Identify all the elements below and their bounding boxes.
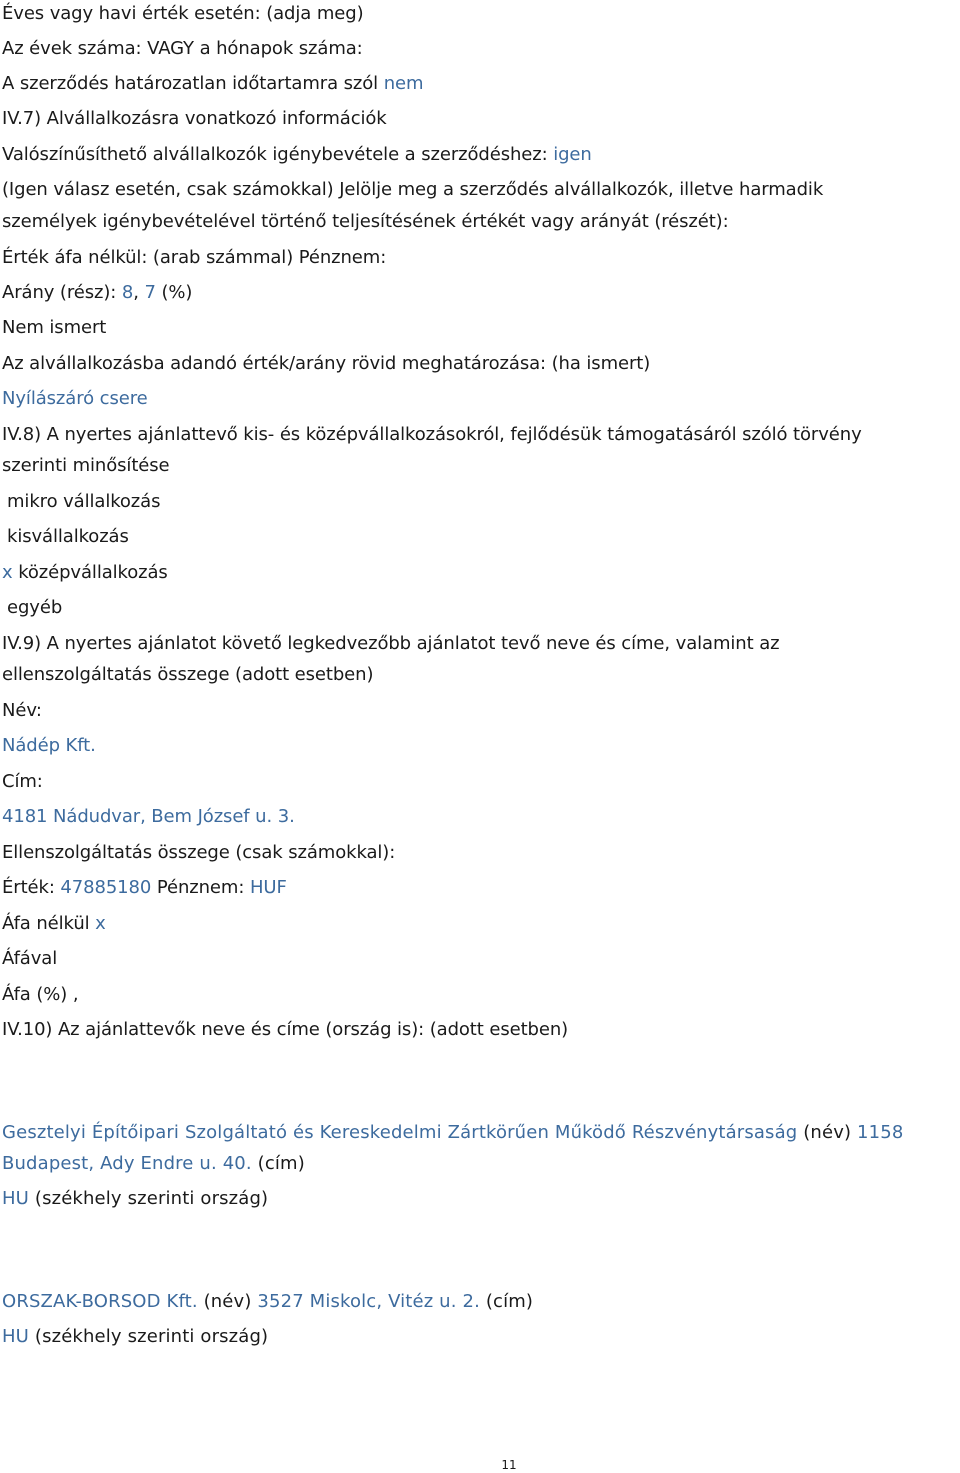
likely-subcontractors-label: Valószínűsíthető alvállalkozók igénybevétele a szerződéshez: [2, 144, 548, 165]
no-vat-mark: x [95, 913, 106, 934]
iv8-heading-line-2 [2, 455, 170, 477]
ratio-separator: , [133, 282, 139, 303]
currency-label: Pénznem: [156, 877, 245, 898]
iv9-heading-text-2: ellenszolgáltatás összege (adott esetben) [2, 664, 374, 685]
value-no-vat-label: Érték áfa nélkül: (arab számmal) Pénznem: [2, 247, 387, 268]
bidder1-country-line [2, 1188, 268, 1210]
annual-value-label: Éves vagy havi érték esetén: (adja meg) [2, 3, 364, 24]
likely-subcontractors-value: igen [553, 144, 592, 165]
iv8-heading-text-1: IV.8) A nyertes ajánlattevő kis- és középvállalkozásokról, fejlődésük támogatásáról szóló törvény [2, 424, 862, 445]
indefinite-label: A szerződés határozatlan időtartamra szól [2, 73, 379, 94]
consideration-label: Ellenszolgáltatás összege (csak számokkal): [2, 842, 396, 863]
short-description-value: Nyílászáró csere [2, 388, 148, 409]
ratio-label: Arány (rész): [2, 282, 117, 303]
iv8-heading-text-2: szerinti minősítése [2, 455, 170, 476]
iv9-heading-line-2 [2, 664, 373, 686]
address-value-line [2, 806, 295, 828]
bidder1-name-tag: (név) [803, 1122, 852, 1143]
iv8-heading-line-1 [2, 424, 862, 446]
years-months-label: Az évek száma: VAGY a hónapok száma: [2, 38, 363, 59]
iv10-heading-text: IV.10) Az ajánlattevők neve és címe (ország is): (adott esetben) [2, 1019, 569, 1040]
option-micro [7, 491, 160, 513]
bidder1-name: Gesztelyi Építőipari Szolgáltató és Kereskedelmi Zártkörűen Működő Részvénytársaság [2, 1122, 798, 1143]
option-small [7, 526, 129, 548]
bidder2-country: HU [2, 1326, 30, 1347]
bidder1-country-tag: (székhely szerinti ország) [34, 1188, 269, 1209]
option-medium [2, 562, 168, 584]
with-vat-line [2, 948, 57, 970]
unknown-label: Nem ismert [2, 317, 107, 338]
with-vat-label: Áfával [2, 948, 58, 969]
bidder2-line [2, 1291, 533, 1313]
bidder2-country-tag: (székhely szerinti ország) [34, 1326, 269, 1347]
name-label-line [2, 700, 42, 722]
value-amount: 47885180 [60, 877, 152, 898]
bidder1-address-start: 1158 [857, 1122, 904, 1143]
ratio-unit: (%) [161, 282, 193, 303]
name-label: Név: [2, 700, 42, 721]
short-description-line [2, 353, 650, 375]
indefinite-line [2, 73, 423, 95]
bidder2-country-line [2, 1326, 268, 1348]
vat-percent-line [2, 984, 78, 1006]
option-micro-label: mikro vállalkozás [7, 491, 161, 512]
address-label-line [2, 771, 43, 793]
short-description-value-line [2, 388, 148, 410]
numbers-only-line-2 [2, 211, 729, 233]
bidder1-country: HU [2, 1188, 30, 1209]
bidder1-line-2 [2, 1153, 305, 1175]
annual-value-line [2, 3, 364, 25]
page-number: 11 [501, 1458, 517, 1472]
iv9-heading-line-1 [2, 633, 779, 655]
likely-subcontractors-line [2, 144, 592, 166]
value-no-vat-line [2, 247, 386, 269]
option-other [7, 597, 62, 619]
ratio-integer: 8 [121, 282, 134, 303]
no-vat-label: Áfa nélkül [2, 913, 90, 934]
bidder1-line-1 [2, 1122, 903, 1144]
short-description-label: Az alvállalkozásba adandó érték/arány rövid meghatározása: (ha ismert) [2, 353, 651, 374]
option-small-label: kisvállalkozás [7, 526, 129, 547]
ratio-line [2, 282, 192, 304]
unknown-line [2, 317, 106, 339]
numbers-only-line-1 [2, 179, 823, 201]
name-value-line [2, 735, 96, 757]
bidder1-address-rest: Budapest, Ady Endre u. 40. [2, 1153, 252, 1174]
name-value: Nádép Kft. [2, 735, 96, 756]
iv9-heading-text-1: IV.9) A nyertes ajánlatot követő legkedvezőbb ajánlatot tevő neve és címe, valamint az [2, 633, 780, 654]
no-vat-line [2, 913, 106, 935]
value-label: Érték: [2, 877, 55, 898]
currency-value: HUF [249, 877, 287, 898]
iv7-heading [2, 108, 387, 130]
option-medium-label: középvállalkozás [18, 562, 168, 583]
iv10-heading [2, 1019, 568, 1041]
bidder2-name: ORSZAK-BORSOD Kft. [2, 1291, 198, 1312]
bidder1-address-tag: (cím) [257, 1153, 305, 1174]
consideration-label-line [2, 842, 395, 864]
vat-percent-label: Áfa (%) , [2, 984, 79, 1005]
bidder2-address: 3527 Miskolc, Vitéz u. 2. [257, 1291, 480, 1312]
numbers-only-text-2: személyek igénybevételével történő teljesítésének értékét vagy arányát (részét): [2, 211, 729, 232]
address-label: Cím: [2, 771, 43, 792]
bidder2-address-tag: (cím) [485, 1291, 534, 1312]
bidder2-name-tag: (név) [203, 1291, 252, 1312]
years-months-line [2, 38, 363, 60]
indefinite-value: nem [383, 73, 424, 94]
option-medium-mark: x [2, 562, 13, 583]
address-value: 4181 Nádudvar, Bem József u. 3. [2, 806, 295, 827]
numbers-only-text-1: (Igen válasz esetén, csak számokkal) Jelölje meg a szerződés alvállalkozók, illetve harmadik [2, 179, 824, 200]
ratio-decimal: 7 [144, 282, 156, 303]
iv7-heading-text: IV.7) Alvállalkozásra vonatkozó információk [2, 108, 387, 129]
option-other-label: egyéb [7, 597, 63, 618]
value-line [2, 877, 287, 899]
